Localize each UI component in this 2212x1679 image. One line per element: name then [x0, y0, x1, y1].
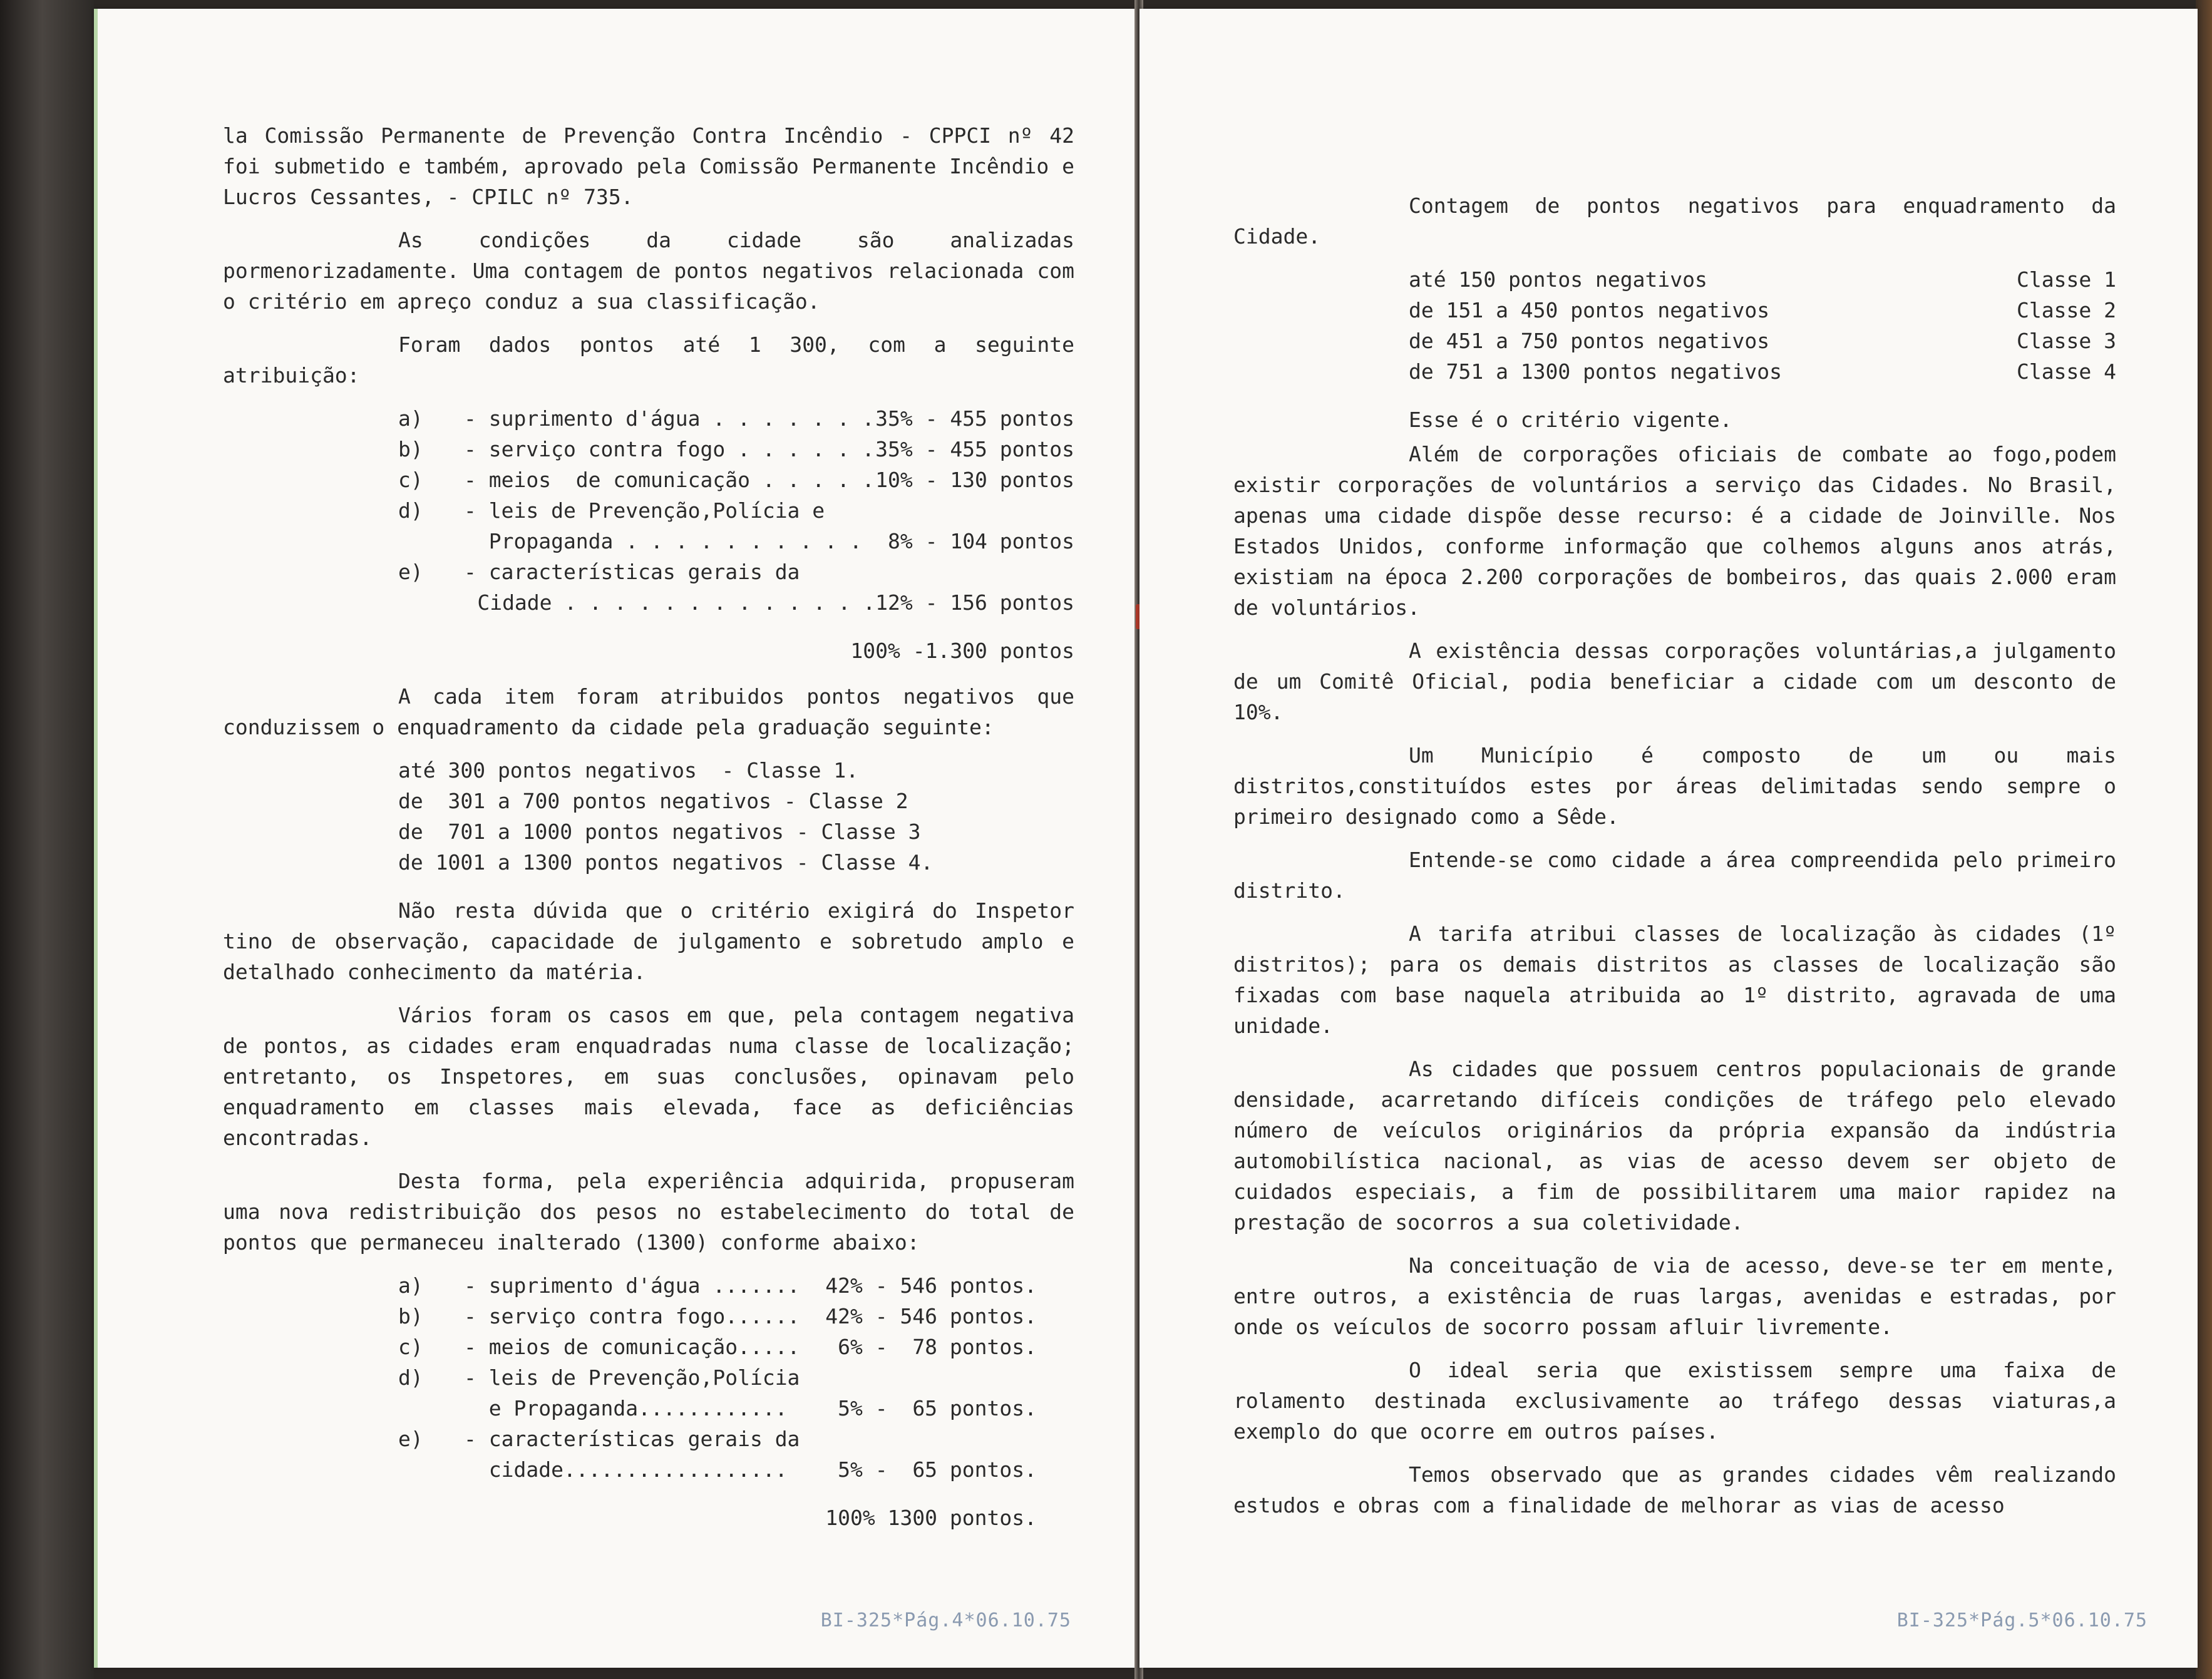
paragraph: Esse é o critério vigente.: [1409, 408, 1732, 432]
item-letter: e): [398, 560, 423, 584]
item-text: cidade..................: [464, 1457, 788, 1482]
item-letter: b): [398, 437, 423, 461]
class-table: [1233, 264, 2116, 387]
list-item: [223, 557, 1074, 587]
scan-background-right: [2196, 0, 2212, 1679]
list-item: [223, 526, 1074, 557]
item-text: - serviço contra fogo......: [464, 1304, 800, 1328]
item-text: - meios de comunicação.....: [464, 1335, 800, 1359]
paragraph: As cidades que possuem centros populacionais de grande densidade, acarretando difíceis condições de tráfego pelo elevado número de veículos originários da própria expansão da indústria automobilística nacional, as vias de acesso devem ser objeto de cuidados especiais, a fim de possibilitarem uma maior rapidez na prestação de socorros a sua coletividade.: [1233, 1057, 2116, 1235]
class-row: [1409, 356, 2116, 387]
right-page-content: [1233, 190, 2116, 1533]
item-letter: [223, 1393, 464, 1424]
list-item: [223, 1301, 1037, 1332]
right-page: [1139, 9, 2198, 1668]
item-letter: [223, 526, 464, 557]
page-footer: BI-325*Pág.4*06.10.75: [820, 1610, 1071, 1631]
item-value: 5% - 65 pontos.: [838, 1457, 1037, 1482]
list-item: [223, 1454, 1037, 1485]
class-range: de 151 a 450 pontos negativos: [1409, 298, 1770, 322]
item-text: - serviço contra fogo . . . . . .: [464, 437, 875, 461]
item-text: Propaganda . . . . . . . . . .: [464, 529, 862, 553]
item-letter: d): [398, 1365, 423, 1390]
paragraph: Na conceituação de via de acesso, deve-se ter em mente, entre outros, a existência de ruas largas, avenidas e estradas, por onde os veículos de socorro possam afluir livremente.: [1233, 1253, 2116, 1339]
item-value: 6% - 78 pontos.: [838, 1335, 1037, 1359]
item-letter: d): [398, 498, 423, 523]
item-text: - suprimento d'água . . . . . . .: [464, 406, 875, 431]
new-point-distribution-list: [223, 1270, 1037, 1485]
class-range: até 150 pontos negativos: [1409, 267, 1707, 292]
class-name: Classe 2: [2017, 298, 2116, 322]
list-item: de 701 a 1000 pontos negativos - Classe 3: [398, 819, 921, 844]
left-page-content: [223, 120, 1074, 1533]
item-letter: [223, 587, 453, 618]
item-letter: e): [398, 1427, 423, 1451]
item-letter: a): [398, 406, 423, 431]
paragraph: Além de corporações oficiais de combate ao fogo,podem existir corporações de voluntários a serviço das Cidades. No Brasil, apenas uma cidade dispõe desse recurso: é a cidade de Joinville. Nos Estados Unidos, conforme informação que colhemos alguns anos atrás, existiam na época 2.200 corporações de bombeiros, das quais 2.000 eram de voluntários.: [1233, 442, 2116, 620]
item-value: 35% - 455 pontos: [875, 406, 1074, 431]
item-text: - características gerais da: [464, 1427, 800, 1451]
paragraph: la Comissão Permanente de Prevenção Contra Incêndio - CPPCI nº 42 foi submetido e também, aprovado pela Comissão Permanente Incêndio e Lucros Cessantes, - CPILC nº 735.: [223, 123, 1074, 209]
page-footer: BI-325*Pág.5*06.10.75: [1896, 1610, 2148, 1631]
paragraph: Contagem de pontos negativos para enquadramento da Cidade.: [1233, 193, 2116, 249]
list-item: [223, 1424, 1037, 1454]
right-paragraphs: [1233, 439, 2116, 1521]
list-total: 100% -1.300 pontos: [850, 639, 1074, 663]
scan-background-left: [0, 0, 94, 1679]
item-text: - leis de Prevenção,Polícia e: [464, 498, 825, 523]
point-distribution-list: [223, 403, 1074, 618]
class-row: [1409, 326, 2116, 356]
item-value: 10% - 130 pontos: [875, 468, 1074, 492]
list-item: [223, 403, 1074, 434]
class-name: Classe 3: [2017, 329, 2116, 353]
item-value: 5% - 65 pontos.: [838, 1396, 1037, 1420]
item-text: - suprimento d'água .......: [464, 1273, 800, 1298]
item-text: - leis de Prevenção,Polícia: [464, 1365, 800, 1390]
class-row: [1409, 295, 2116, 326]
list-item: [223, 434, 1074, 465]
class-graduation-list: [223, 755, 1074, 878]
list-item: de 1001 a 1300 pontos negativos - Classe 4.: [398, 850, 934, 875]
paragraph: Desta forma, pela experiência adquirida, propuseram uma nova redistribuição dos pesos no estabelecimento do total de pontos que permaneceu inalterado (1300) conforme abaixo:: [223, 1169, 1074, 1255]
paragraph: Entende-se como cidade a área compreendida pelo primeiro distrito.: [1233, 848, 2116, 903]
item-letter: c): [398, 1335, 423, 1359]
list-item: até 300 pontos negativos - Classe 1.: [398, 758, 859, 783]
class-range: de 451 a 750 pontos negativos: [1409, 329, 1770, 353]
paragraph: A tarifa atribui classes de localização às cidades (1º distritos); para os demais distritos as classes de localização são fixadas com base naquela atribuida ao 1º distrito, agravada de uma unidade.: [1233, 922, 2116, 1038]
left-page: [94, 9, 1140, 1668]
list-item: [223, 1393, 1037, 1424]
class-name: Classe 1: [2017, 267, 2116, 292]
list-item: de 301 a 700 pontos negativos - Classe 2: [398, 789, 908, 813]
class-name: Classe 4: [2017, 359, 2116, 384]
list-item: [223, 1270, 1037, 1301]
paragraph: Temos observado que as grandes cidades vêm realizando estudos e obras com a finalidade de melhorar as vias de acesso: [1233, 1462, 2116, 1517]
list-item: [223, 1362, 1037, 1393]
item-letter: [223, 1454, 464, 1485]
paragraph: A cada item foram atribuidos pontos negativos que conduzissem o enquadramento da cidade pela graduação seguinte:: [223, 684, 1074, 739]
item-text: - características gerais da: [464, 560, 800, 584]
paragraph: Um Município é composto de um ou mais distritos,constituídos estes por áreas delimitadas sendo sempre o primeiro designado como a Sêde.: [1233, 743, 2116, 829]
item-value: 8% - 104 pontos: [887, 529, 1074, 553]
paragraph: O ideal seria que existissem sempre uma faixa de rolamento destinada exclusivamente ao tráfego dessas viaturas,a exemplo do que ocorre em outros países.: [1233, 1358, 2116, 1444]
list-item: [223, 495, 1074, 526]
paragraph: Vários foram os casos em que, pela contagem negativa de pontos, as cidades eram enquadradas numa classe de localização; entretanto, os Inspetores, em suas conclusões, opinavam pelo enquadramento em classes mais elevada, face as deficiências encontradas.: [223, 1003, 1074, 1150]
item-text: Cidade . . . . . . . . . . . . .: [452, 590, 876, 615]
item-letter: a): [398, 1273, 423, 1298]
paragraph: As condições da cidade são analizadas pormenorizadamente. Uma contagem de pontos negativos relacionada com o critério em apreço conduz a sua classificação.: [223, 228, 1074, 314]
list-total: 100% 1300 pontos.: [825, 1506, 1037, 1530]
item-value: 35% - 455 pontos: [875, 437, 1074, 461]
item-letter: b): [398, 1304, 423, 1328]
item-letter: c): [398, 468, 423, 492]
paragraph: A existência dessas corporações voluntárias,a julgamento de um Comitê Oficial, podia beneficiar a cidade com um desconto de 10%.: [1233, 639, 2116, 724]
list-item: [223, 587, 1074, 618]
item-value: 12% - 156 pontos: [875, 590, 1074, 615]
item-value: 42% - 546 pontos.: [825, 1304, 1037, 1328]
class-row: [1409, 264, 2116, 295]
item-value: 42% - 546 pontos.: [825, 1273, 1037, 1298]
paragraph: Não resta dúvida que o critério exigirá do Inspetor tino de observação, capacidade de julgamento e sobretudo amplo e detalhado conhecimento da matéria.: [223, 898, 1074, 984]
list-item: [223, 465, 1074, 495]
class-range: de 751 a 1300 pontos negativos: [1409, 359, 1782, 384]
item-text: - meios de comunicação . . . . .: [464, 468, 875, 492]
list-item: [223, 1332, 1037, 1362]
item-text: e Propaganda............: [464, 1396, 788, 1420]
paragraph: Foram dados pontos até 1 300, com a seguinte atribuição:: [223, 332, 1074, 388]
